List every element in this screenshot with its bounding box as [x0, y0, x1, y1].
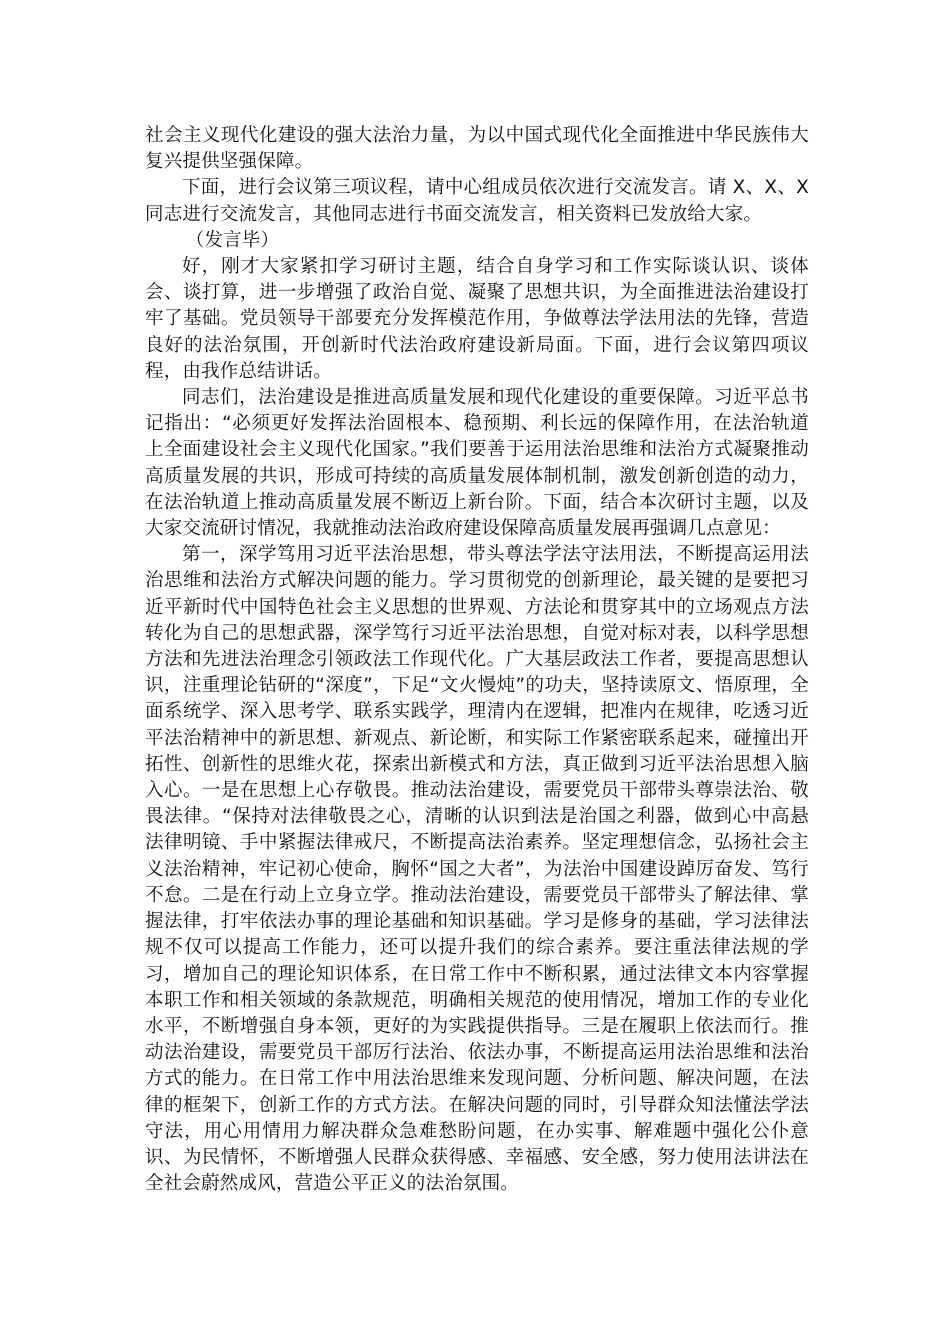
document-page — [145, 123, 809, 1197]
paragraph-agenda-three: 下面，进行会议第三项议程，请中心组成员依次进行交流发言。请 X、X、X 同志进行交流发言，其他同志进行书面交流发言，相关资料已发放给大家。 — [145, 177, 809, 225]
paragraph-point-one: 第一，深学笃用习近平法治思想，带头尊法学法守法用法，不断提高运用法治思维和法治方式解决问题的能力。学习贯彻党的创新理论，最关键的是要把习近平新时代中国特色社会主义思想的世界观、方法论和贯穿其中的立场观点方法转化为自己的思想武器，深学笃行习近平法治思想，自觉对标对表，以科学思想方法和先进法治理念引领政法工作现代化。广大基层政法工作者，要提高思想认识，注重理论钻研的“深度”，下足“文火慢炖”的功夫，坚持读原文、悟原理，全面系统学、深入思考学、联系实践学，理清内在逻辑，把准内在规律，吃透习近平法治精神中的新思想、新观点、新论断，和实际工作紧密联系起来，碰撞出开拓性、创新性的思维火花，探索出新模式和方法，真正做到习近平法治思想入脑入心。一是在思想上心存敬畏。推动法治建设，需要党员干部带头尊崇法治、敬畏法律。“保持对法律敬畏之心，清晰的认识到法是治国之利器，做到心中高悬法律明镜、手中紧握法律戒尺，不断提高法治素养。坚定理想信念，弘扬社会主义法治精神，牢记初心使命，胸怀“国之大者”，为法治中国建设踔厉奋发、笃行不怠。二是在行动上立身立学。推动法治建设，需要党员干部带头了解法律、掌握法律，打牢依法办事的理论基础和知识基础。学习是修身的基础，学习法律法规不仅可以提高工作能力，还可以提升我们的综合素养。要注重法律法规的学习，增加自己的理论知识体系，在日常工作中不断积累，通过法律文本内容掌握本职工作和相关领域的条款规范，明确相关规范的使用情况，增加工作的专业化水平，不断增强自身本领，更好的为实践提供指导。三是在履职上依法而行。推动法治建设，需要党员干部厉行法治、依法办事，不断提高运用法治思维和法治方式的能力。在日常工作中用法治思维来发现问题、分析问题、解决问题，在法律的框架下，创新工作的方式方法。在解决问题的同时，引导群众知法懂法学法守法，用心用情用力解决群众急难愁盼问题，在办实事、解难题中强化公仆意识、为民情怀，不断增强人民群众获得感、幸福感、安全感，努力使用法讲法在全社会蔚然成风，营造公平正义的法治氛围。 — [145, 544, 809, 1195]
paragraph-summary: 好，刚才大家紧扣学习研讨主题，结合自身学习和工作实际谈认识、谈体会、谈打算，进一步增强了政治自觉、凝聚了思想共识，为全面推进法治建设打牢了基础。党员领导干部要充分发挥模范作用，争做尊法学法用法的先锋，营造良好的法治氛围，开创新时代法治政府建设新局面。下面，进行会议第四项议程，由我作总结讲话。 — [145, 256, 809, 382]
paragraph-comrades: 同志们，法治建设是推进高质量发展和现代化建设的重要保障。习近平总书记指出：“必须更好发挥法治固根本、稳预期、利长远的保障作用，在法治轨道上全面建设社会主义现代化国家。”我们要善于运用法治思维和法治方式凝聚推动高质量发展的共识，形成可持续的高质量发展体制机制，激发创新创造的动力，在法治轨道上推动高质量发展不断迈上新台阶。下面，结合本次研讨主题，以及大家交流研讨情况，我就推动法治政府建设保障高质量发展再强调几点意见： — [145, 387, 809, 540]
paragraph-speech-note: （发言毕） — [185, 229, 280, 251]
paragraph-continuation: 社会主义现代化建设的强大法治力量，为以中国式现代化全面推进中华民族伟大复兴提供坚强保障。 — [145, 125, 809, 173]
